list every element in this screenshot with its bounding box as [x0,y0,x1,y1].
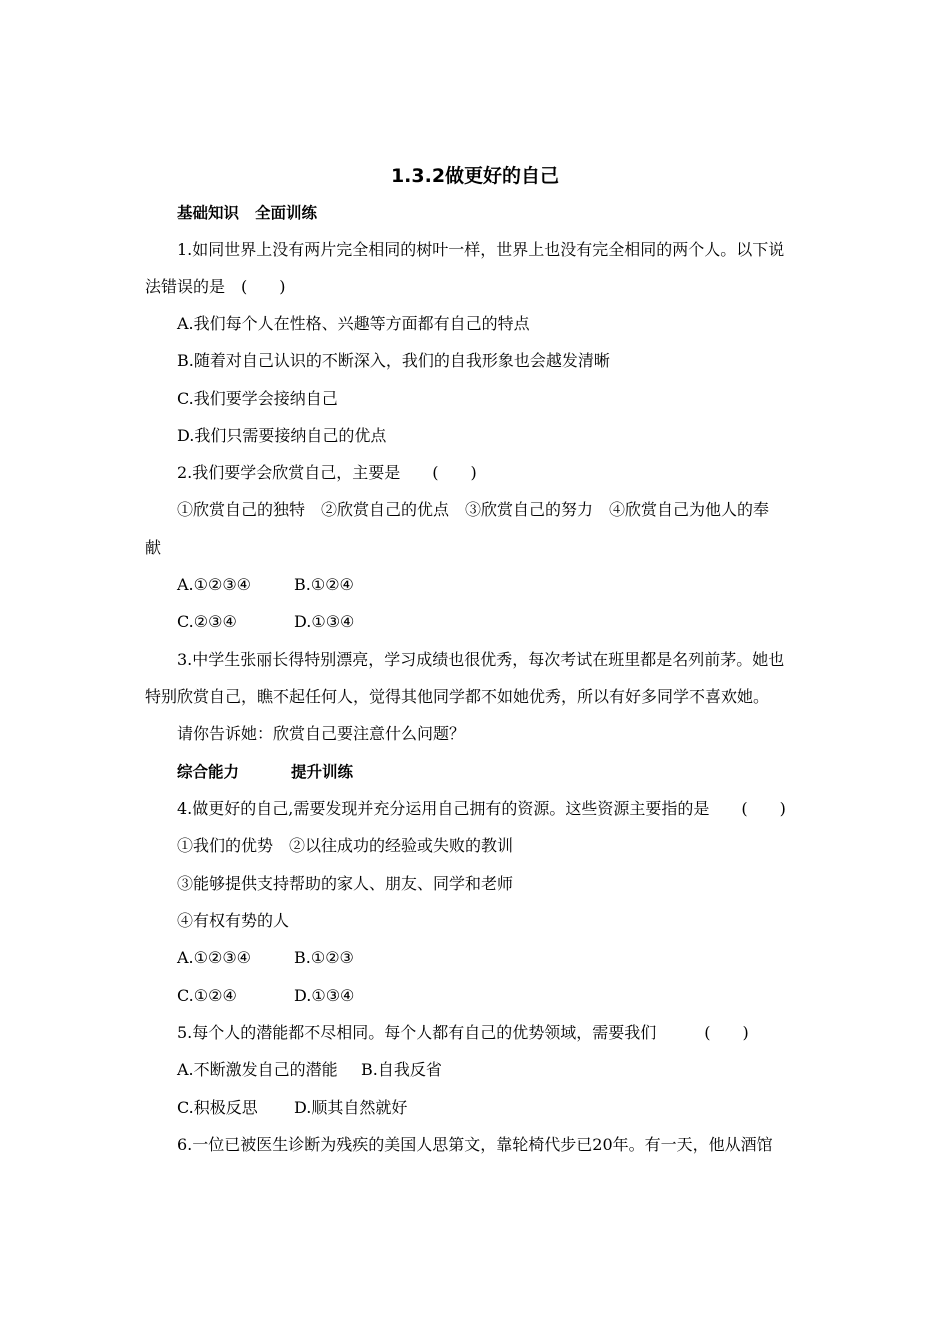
section-heading-comprehensive-b: 提升训练 [291,763,354,781]
question-2-option-c: C.②③④ [177,612,237,631]
question-4-items-1-2: ①我们的优势 ②以往成功的经验或失败的教训 [177,836,514,855]
question-1-option-a: A.我们每个人在性格、兴趣等方面都有自己的特点 [177,314,530,333]
page-title: 1.3.2做更好的自己 [390,165,560,187]
question-5-line-1: 5.每个人的潜能都不尽相同。每个人都有自己的优势领域，需要我们 ( ) [177,1023,749,1042]
question-5-option-d: D.顺其自然就好 [294,1098,408,1117]
question-2-line-1: 2.我们要学会欣赏自己，主要是 ( ) [177,463,477,482]
question-5-options-cd [177,1097,407,1119]
question-4-item-3: ③能够提供支持帮助的家人、朋友、同学和老师 [177,874,514,893]
section-heading-comprehensive [177,761,353,783]
question-1-option-c: C.我们要学会接纳自己 [177,389,338,408]
question-4-line-1: 4.做更好的自己,需要发现并充分运用自己拥有的资源。这些资源主要指的是 ( ) [177,799,786,818]
question-4-option-a: A.①②③④ [177,948,252,967]
section-heading-basic [177,202,317,224]
question-6-line-1: 6.一位已被医生诊断为残疾的美国人思第文，靠轮椅代步已20年。有一天，他从酒馆 [177,1135,773,1154]
question-1-option-d: D.我们只需要接纳自己的优点 [177,426,387,445]
question-4-option-b: B.①②③ [294,948,354,967]
question-4-options-ab [177,947,354,969]
question-3-line-1: 3.中学生张丽长得特别漂亮，学习成绩也很优秀，每次考试在班里都是名列前茅。她也 [177,650,785,669]
question-1-line-2: 法错误的是 ( ) [145,277,286,296]
question-5-option-c: C.积极反思 [177,1098,258,1117]
question-2-items-line-2: 献 [145,538,162,557]
question-2-option-b: B.①②④ [294,575,354,594]
question-5-option-b: B.自我反省 [361,1060,442,1079]
question-4-option-c: C.①②④ [177,986,237,1005]
question-5-options-ab [177,1059,442,1081]
question-2-items-line-1: ①欣赏自己的独特 ②欣赏自己的优点 ③欣赏自己的努力 ④欣赏自己为他人的奉 [177,500,770,519]
question-4-item-4: ④有权有势的人 [177,911,290,930]
question-2-option-d: D.①③④ [294,612,355,631]
question-1-option-b: B.随着对自己认识的不断深入，我们的自我形象也会越发清晰 [177,351,610,370]
section-heading-basic-b: 全面训练 [255,204,318,222]
question-3-line-3: 请你告诉她：欣赏自己要注意什么问题？ [177,724,466,743]
section-heading-comprehensive-a: 综合能力 [177,763,240,781]
question-2-options-cd [177,611,354,633]
question-3-line-2: 特别欣赏自己，瞧不起任何人，觉得其他同学都不如她优秀，所以有好多同学不喜欢她。 [145,687,770,706]
question-4-option-d: D.①③④ [294,986,355,1005]
question-2-option-a: A.①②③④ [177,575,252,594]
question-4-options-cd [177,985,354,1007]
question-1-line-1: 1.如同世界上没有两片完全相同的树叶一样，世界上也没有完全相同的两个人。以下说 [177,240,785,259]
section-heading-basic-a: 基础知识 [177,204,240,222]
question-2-options-ab [177,574,354,596]
question-5-option-a: A.不断激发自己的潜能 [177,1060,338,1079]
